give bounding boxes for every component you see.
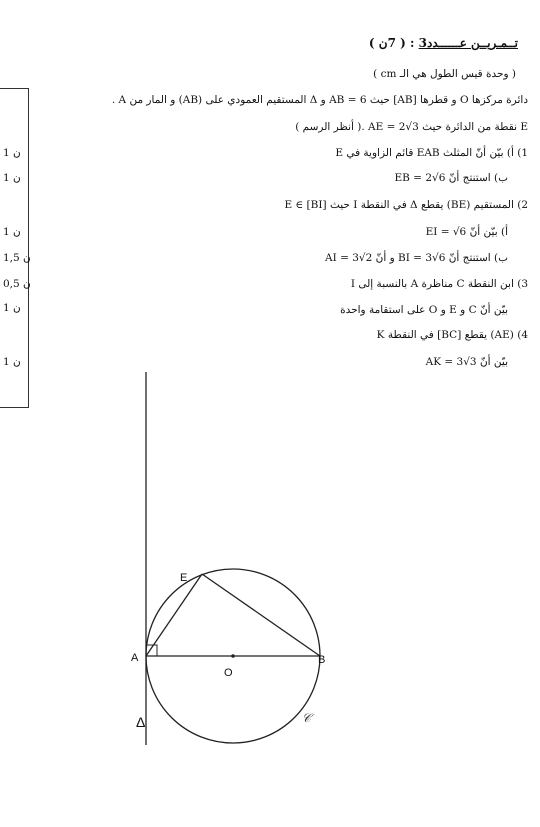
label-a: A — [131, 652, 139, 664]
label-b: B — [318, 654, 326, 666]
question-4: 4) (AE) يقطع [BC] في النقطة K — [376, 329, 528, 341]
score-4: 1 ن — [3, 356, 21, 368]
label-circle: 𝒞 — [302, 711, 311, 725]
score-2b: 1,5 ن — [3, 252, 31, 264]
question-2a: أ) بيّن أنّ EI = √6 — [425, 226, 508, 238]
question-1a: 1) أ) بيّن أنّ المثلث EAB قائم الزاوية في E — [335, 147, 528, 159]
question-3-show: بيّن أنّ C و E و O على استقامة واحدة — [340, 304, 508, 316]
question-2b: ب) استنتج أنّ BI = 3√6 و أنّ AI = 3√2 — [325, 252, 508, 264]
score-1a: 1 ن — [3, 147, 21, 159]
score-3: 0,5 ن — [3, 278, 31, 290]
statement-line-point-e: E نقطة من الدائرة حيث AE = 2√3 .( أنظر الرسم ) — [295, 121, 528, 133]
question-2: 2) المستقيم (BE) يقطع Δ في النقطة I حيث E ∈ [BI] — [284, 199, 528, 211]
question-3: 3) ابن النقطة C مناظرة A بالنسبة إلى I — [350, 278, 528, 290]
exercise-points: : ( 7ن ) — [368, 36, 415, 50]
label-e: E — [180, 572, 188, 584]
question-1b: ب) استنتج أنّ EB = 2√6 — [394, 172, 508, 184]
exercise-title-text: تــمـريــن عــــــدد3 — [418, 36, 518, 50]
score-3-show: 1 ن — [3, 302, 21, 314]
score-1b: 1 ن — [3, 172, 21, 184]
statement-line-units: ( وحدة قيس الطول هي الـ cm ) — [373, 68, 516, 80]
segment-eb — [202, 574, 320, 656]
score-2a: 1 ن — [3, 226, 21, 238]
segment-ae — [146, 574, 202, 656]
label-delta: Δ — [136, 714, 146, 730]
question-4-show: بيّن أنّ AK = 3√3 — [425, 356, 508, 368]
label-o: O — [224, 667, 233, 679]
center-o-dot — [231, 654, 235, 658]
statement-line-circle: دائرة مركزها O و قطرها [AB] حيث AB = 6 و Δ المستقيم العمودي على (AB) و المار من A . — [111, 94, 528, 106]
